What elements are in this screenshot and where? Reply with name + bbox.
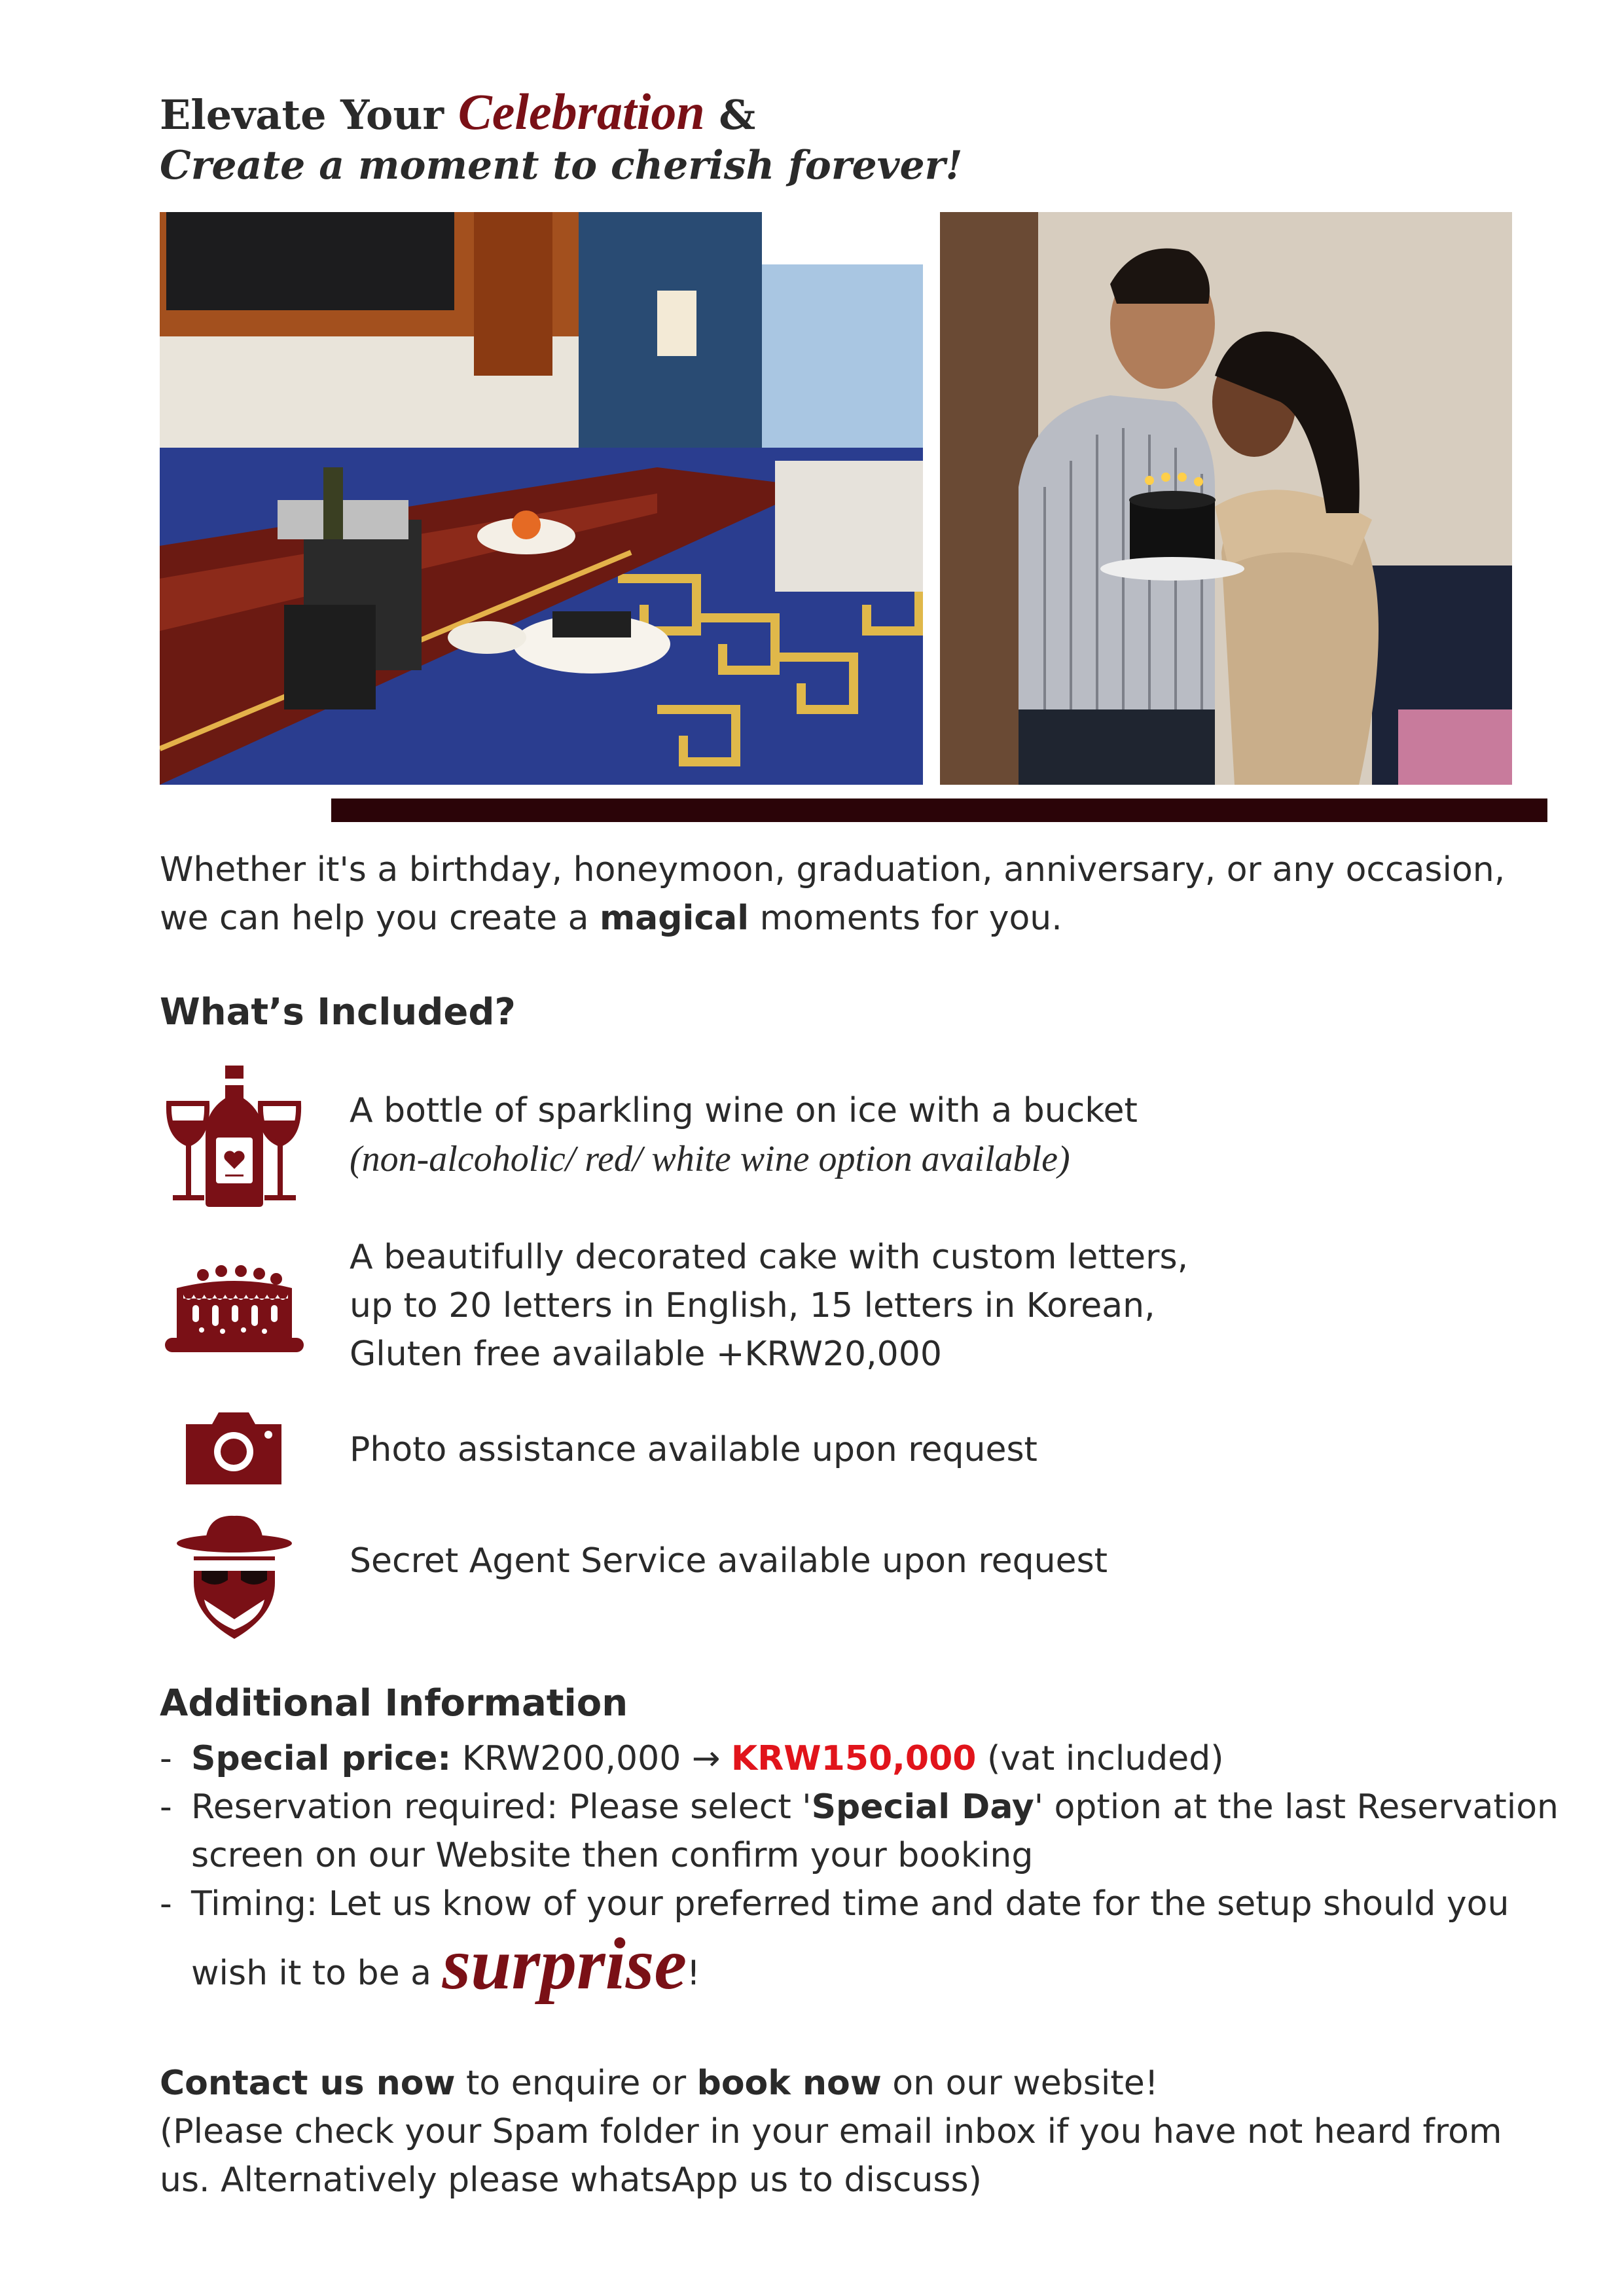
list-item-continued xyxy=(160,1924,1561,2005)
additional-info-list xyxy=(160,1734,1561,2005)
page-subtitle: Create a moment to cherish forever! xyxy=(160,143,963,188)
new-price: KRW150,000 xyxy=(731,1739,977,1778)
cake-item-text xyxy=(350,1233,1528,1378)
page-title xyxy=(160,82,755,141)
wine-bottle-glasses-icon xyxy=(160,1064,308,1208)
decorative-divider-bar xyxy=(331,798,1547,822)
price-label: Special price: xyxy=(191,1739,452,1778)
list-item xyxy=(160,1783,1561,1880)
list-item xyxy=(160,1734,1561,1783)
vat-note: (vat included) xyxy=(976,1739,1224,1778)
old-price: KRW200,000 → xyxy=(451,1739,731,1778)
cake-item-line: up to 20 letters in English, 15 letters in Korean, xyxy=(350,1286,1155,1325)
additional-info-heading: Additional Information xyxy=(160,1682,628,1725)
cake-icon xyxy=(164,1262,305,1360)
title-prefix: Elevate Your xyxy=(160,91,458,139)
list-dash: - xyxy=(160,1884,172,1924)
camera-icon xyxy=(186,1411,281,1484)
special-day-option: Special Day xyxy=(811,1787,1034,1827)
timing-line-end: ! xyxy=(687,1954,700,1993)
contact-text-end: on our website! xyxy=(881,2064,1159,2103)
contact-text: to enquire or xyxy=(455,2064,697,2103)
price-line xyxy=(191,1734,1561,1783)
intro-text-end: moments for you. xyxy=(749,899,1062,938)
timing-line-2: wish it to be a xyxy=(191,1954,442,1993)
surprise-line xyxy=(191,1924,1561,2005)
hotel-room-photo xyxy=(160,212,923,785)
list-dash: - xyxy=(160,1787,172,1827)
contact-section xyxy=(160,2059,1561,2204)
couple-with-cake-photo xyxy=(940,212,1512,785)
cake-item-line: A beautifully decorated cake with custom letters, xyxy=(350,1238,1189,1277)
photo-item-text: Photo assistance available upon request xyxy=(350,1430,1038,1469)
timing-line: Timing: Let us know of your preferred time and date for the setup should you xyxy=(191,1884,1509,1924)
reservation-text-end: ' option at the last Reservation screen on our Website then confirm your booking xyxy=(191,1787,1559,1875)
intro-text-start: Whether it's a birthday, honeymoon, graduation, anniversary, or any occasion, we can help you create a xyxy=(160,850,1506,938)
wine-item-label: A bottle of sparkling wine on ice with a bucket xyxy=(350,1091,1138,1130)
intro-bold-word: magical xyxy=(600,899,749,938)
agent-item-text: Secret Agent Service available upon request xyxy=(350,1541,1108,1581)
book-now: book now xyxy=(696,2064,882,2103)
intro-paragraph xyxy=(160,846,1547,942)
list-dash: - xyxy=(160,1739,172,1778)
surprise-word: surprise xyxy=(442,1924,687,2005)
reservation-line xyxy=(191,1783,1561,1880)
contact-us-now: Contact us now xyxy=(160,2064,456,2103)
title-script-word: Celebration xyxy=(458,83,705,140)
wine-item-text xyxy=(350,1086,1528,1183)
contact-line xyxy=(160,2059,1561,2108)
wine-item-note: (non-alcoholic/ red/ white wine option available) xyxy=(350,1139,1070,1179)
included-heading: What’s Included? xyxy=(160,991,516,1033)
secret-agent-icon xyxy=(175,1515,293,1639)
reservation-text-start: Reservation required: Please select ' xyxy=(191,1787,812,1827)
cake-item-line: Gluten free available +KRW20,000 xyxy=(350,1335,942,1374)
spam-note: (Please check your Spam folder in your email inbox if you have not heard from us. Alternatively please whatsApp us to discuss) xyxy=(160,2112,1502,2200)
list-item xyxy=(160,1880,1561,1928)
title-suffix: & xyxy=(704,91,756,139)
